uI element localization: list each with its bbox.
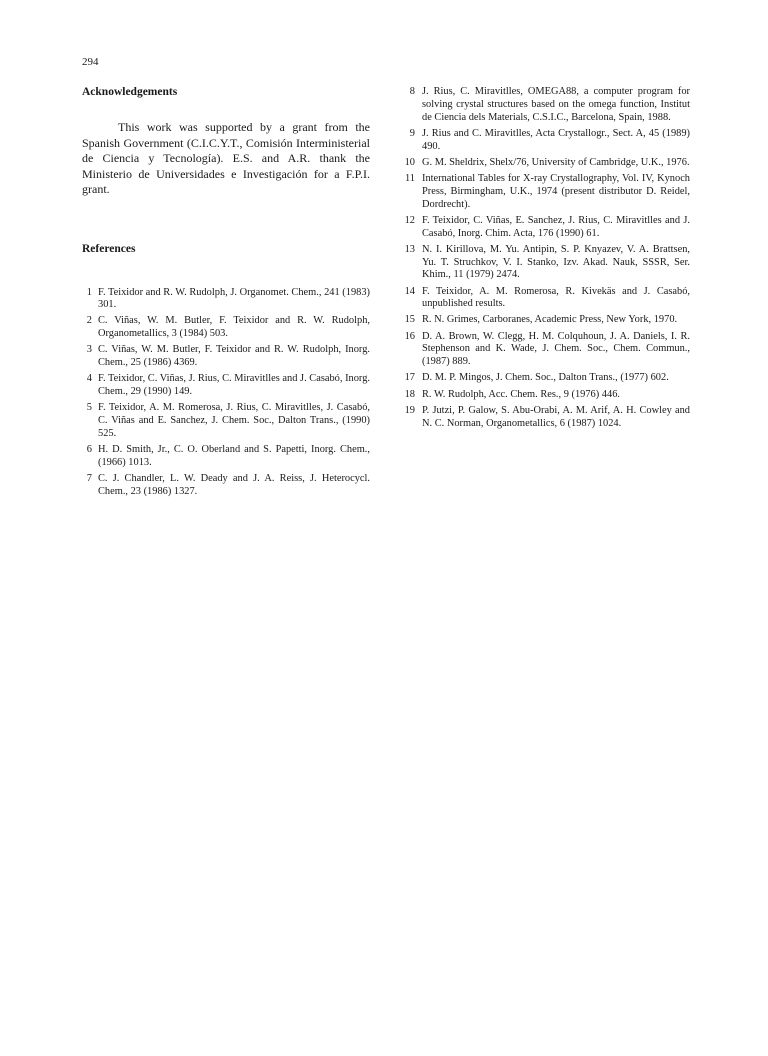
reference-text: F. Teixidor, A. M. Romerosa, J. Rius, C. Miravitlles, J. Casabó, C. Viñas and E. Sanchez, J. Chem. Soc., Dalton Trans., (1990) 525. (98, 402, 370, 440)
reference-item (400, 286, 690, 312)
reference-item (400, 173, 690, 211)
reference-text: C. J. Chandler, L. W. Deady and J. A. Reiss, J. Heterocycl. Chem., 23 (1986) 1327. (98, 473, 370, 497)
left-column (82, 86, 370, 502)
reference-text: D. M. P. Mingos, J. Chem. Soc., Dalton Trans., (1977) 602. (422, 372, 669, 384)
reference-text: F. Teixidor, A. M. Romerosa, R. Kivekäs and J. Casabó, unpublished results. (422, 285, 690, 310)
reference-number: 16 (404, 330, 415, 342)
reference-number: 18 (404, 388, 415, 400)
reference-number: 3 (86, 344, 92, 356)
reference-list-left (82, 287, 370, 499)
reference-text: C. Viñas, W. M. Butler, F. Teixidor and R. W. Rudolph, Organometallics, 3 (1984) 503. (98, 315, 370, 340)
reference-text: J. Rius, C. Miravitlles, OMEGA88, a computer program for solving crystal structures based on the omega function, Institut de Ciencia dels Materials, C.S.I.C., Barcelona, Spain, 1988. (422, 86, 690, 123)
reference-number: 15 (404, 314, 415, 326)
reference-text: F. Teixidor, C. Viñas, E. Sanchez, J. Rius, C. Miravitlles and J. Casabó, Inorg. Chim. Acta, 176 (1990) 61. (422, 214, 690, 239)
reference-number: 10 (404, 156, 415, 168)
reference-text: P. Jutzi, P. Galow, S. Abu-Orabi, A. M. Arif, A. H. Cowley and N. C. Norman, Organometallics, 6 (1987) 1024. (422, 404, 690, 429)
reference-number: 13 (404, 243, 415, 255)
reference-number: 4 (86, 373, 92, 385)
reference-number: 6 (86, 444, 92, 456)
reference-item (82, 315, 370, 341)
reference-item (400, 215, 690, 241)
acknowledgements-text: This work was supported by a grant from the Spanish Government (C.I.C.Y.T., Comisión Interministerial de Ciencia y Tecnología). E.S. and A.R. thank the Ministerio de Universidades e Investigación for a F.P.I. grant. (82, 120, 370, 196)
reference-item (400, 244, 690, 282)
reference-item (400, 331, 690, 369)
reference-text: R. N. Grimes, Carboranes, Academic Press, New York, 1970. (422, 314, 678, 326)
reference-number: 9 (409, 127, 415, 139)
reference-item (82, 444, 370, 470)
reference-number: 14 (404, 285, 415, 297)
reference-text: N. I. Kirillova, M. Yu. Antipin, S. P. Knyazev, V. A. Brattsen, Yu. T. Struchkov, V. I. Stanko, Izv. Akad. Nauk, SSSR, Ser. Khim., 11 (1979) 2474. (422, 243, 690, 281)
reference-item (400, 389, 690, 402)
reference-item (400, 157, 690, 170)
reference-item (400, 405, 690, 431)
reference-text: C. Viñas, W. M. Butler, F. Teixidor and R. W. Rudolph, Inorg. Chem., 25 (1986) 4369. (98, 344, 370, 369)
references-heading: References (82, 242, 136, 255)
right-column (400, 86, 690, 434)
reference-text: J. Rius and C. Miravitlles, Acta Crystallogr., Sect. A, 45 (1989) 490. (422, 127, 690, 152)
reference-text: F. Teixidor, C. Viñas, J. Rius, C. Miravitlles and J. Casabó, Inorg. Chem., 29 (1990) 149. (98, 373, 370, 398)
reference-number: 19 (404, 404, 415, 416)
reference-number: 5 (86, 402, 92, 414)
reference-item (82, 402, 370, 440)
reference-item (82, 373, 370, 399)
reference-number: 17 (404, 372, 415, 384)
reference-item (400, 314, 690, 327)
acknowledgements-heading: Acknowledgements (82, 86, 178, 98)
reference-text: D. A. Brown, W. Clegg, H. M. Colquhoun, J. A. Daniels, I. R. Stephenson and K. Wade, J. Chem. Soc., Chem. Commun., (1987) 889. (422, 330, 690, 368)
reference-list-right (400, 86, 690, 430)
reference-item (82, 287, 370, 313)
reference-number: 1 (86, 286, 92, 298)
reference-item (400, 86, 690, 124)
reference-text: International Tables for X-ray Crystallography, Vol. IV, Kynoch Press, Birmingham, U.K., 1974 (present distributor D. Reidel, Dordrecht). (422, 172, 690, 210)
reference-item (400, 372, 690, 385)
reference-text: G. M. Sheldrix, Shelx/76, University of Cambridge, U.K., 1976. (422, 156, 690, 168)
page-number: 294 (82, 56, 99, 68)
reference-number: 11 (404, 172, 415, 184)
reference-item (400, 128, 690, 154)
reference-item (82, 473, 370, 499)
reference-number: 12 (404, 214, 415, 226)
reference-number: 7 (86, 473, 92, 485)
reference-item (82, 344, 370, 370)
reference-text: R. W. Rudolph, Acc. Chem. Res., 9 (1976) 446. (422, 388, 620, 400)
reference-number: 8 (409, 86, 415, 97)
reference-text: F. Teixidor and R. W. Rudolph, J. Organomet. Chem., 241 (1983) 301. (98, 286, 370, 311)
reference-text: H. D. Smith, Jr., C. O. Oberland and S. Papetti, Inorg. Chem., (1966) 1013. (98, 444, 370, 469)
reference-number: 2 (86, 315, 92, 327)
